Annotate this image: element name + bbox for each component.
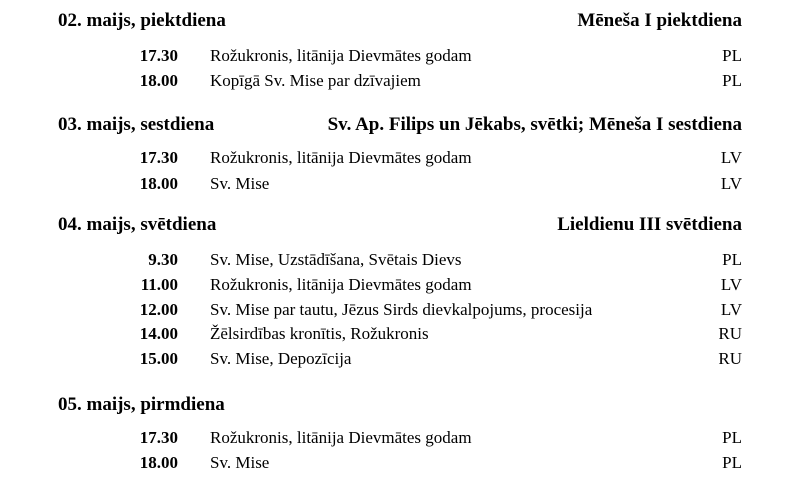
entry-language: PL	[722, 453, 742, 472]
entry-time: 18.00	[139, 71, 178, 90]
entry-time: 12.00	[139, 300, 178, 319]
entry-description: Žēlsirdības kronītis, Rožukronis	[210, 324, 429, 343]
entry-language: PL	[722, 250, 742, 269]
schedule-entry	[0, 451, 800, 475]
day-feast: Mēneša I piektdiena	[577, 10, 742, 31]
entry-language: RU	[718, 324, 742, 343]
day-heading	[58, 8, 742, 34]
entry-language: PL	[722, 428, 742, 447]
day-feast: Sv. Ap. Filips un Jēkabs, svētki; Mēneša I sestdiena	[327, 114, 742, 135]
entry-language: LV	[720, 300, 742, 319]
entry-time: 18.00	[139, 174, 178, 193]
day-date: 02. maijs, piektdiena	[58, 10, 226, 31]
entry-description: Sv. Mise, Depozīcija	[210, 349, 352, 368]
entry-description: Kopīgā Sv. Mise par dzīvajiem	[210, 71, 421, 90]
schedule-entry	[0, 69, 800, 93]
entry-description: Rožukronis, litānija Dievmātes godam	[210, 428, 472, 447]
schedule-entry	[0, 298, 800, 322]
day-date: 03. maijs, sestdiena	[58, 114, 215, 135]
entry-description: Sv. Mise, Uzstādīšana, Svētais Dievs	[210, 250, 462, 269]
schedule-entry	[0, 426, 800, 450]
entry-language: PL	[722, 46, 742, 65]
day-date: 05. maijs, pirmdiena	[58, 394, 225, 415]
entry-description: Sv. Mise	[210, 453, 270, 472]
entry-time: 11.00	[140, 275, 178, 294]
day-feast: Lieldienu III svētdiena	[557, 214, 742, 235]
schedule-entry	[0, 273, 800, 297]
entry-description: Rožukronis, litānija Dievmātes godam	[210, 148, 472, 167]
day-date: 04. maijs, svētdiena	[58, 214, 217, 235]
entry-language: LV	[720, 275, 742, 294]
day-heading	[58, 392, 742, 418]
entry-language: LV	[720, 148, 742, 167]
schedule-entry	[0, 44, 800, 68]
entry-time: 17.30	[139, 428, 178, 447]
entry-description: Rožukronis, litānija Dievmātes godam	[210, 275, 472, 294]
entry-time: 18.00	[139, 453, 178, 472]
schedule-entry	[0, 146, 800, 170]
entry-time: 14.00	[139, 324, 178, 343]
entry-time: 17.30	[139, 148, 178, 167]
schedule-entry	[0, 347, 800, 371]
entry-description: Rožukronis, litānija Dievmātes godam	[210, 46, 472, 65]
entry-time: 15.00	[139, 349, 178, 368]
entry-language: RU	[718, 349, 742, 368]
schedule-entry	[0, 172, 800, 196]
entry-language: PL	[722, 71, 742, 90]
entry-description: Sv. Mise	[210, 174, 270, 193]
entry-language: LV	[720, 174, 742, 193]
schedule-entry	[0, 248, 800, 272]
entry-description: Sv. Mise par tautu, Jēzus Sirds dievkalpojums, procesija	[210, 300, 593, 319]
schedule-entry	[0, 322, 800, 346]
entry-time: 17.30	[139, 46, 178, 65]
day-heading	[58, 112, 742, 138]
entry-time: 9.30	[148, 250, 178, 269]
day-heading	[58, 212, 742, 238]
